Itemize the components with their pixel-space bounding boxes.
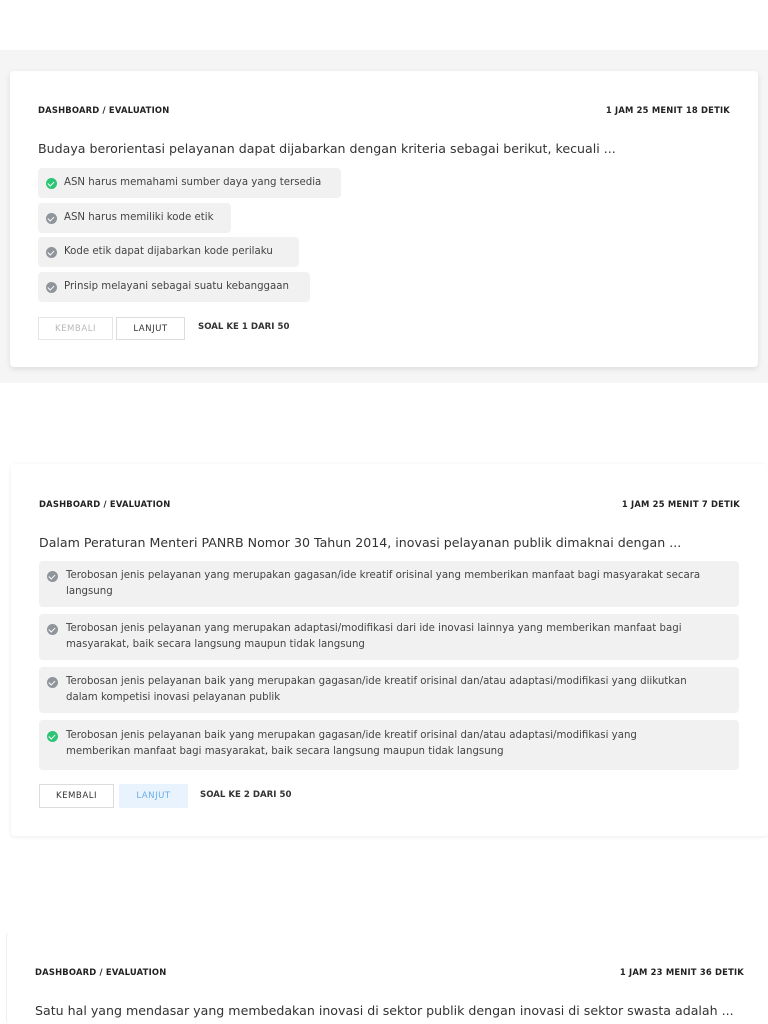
question-card-1 xyxy=(10,71,758,367)
card-header xyxy=(7,967,768,977)
countdown-timer: 1 JAM 25 MENIT 7 DETIK xyxy=(621,499,740,509)
answer-option-2[interactable] xyxy=(39,614,739,660)
answer-option-4[interactable] xyxy=(39,720,739,770)
answer-option-4[interactable] xyxy=(38,272,310,302)
option-text: ASN harus memahami sumber daya yang tersedia xyxy=(64,177,322,188)
answer-option-1[interactable] xyxy=(39,561,739,607)
breadcrumb[interactable]: DASHBOARD / EVALUATION xyxy=(39,499,171,509)
countdown-timer: 1 JAM 23 MENIT 36 DETIK xyxy=(619,967,744,977)
check-circle-icon xyxy=(47,731,58,742)
check-circle-icon xyxy=(46,247,57,258)
card-header xyxy=(11,499,768,509)
next-button[interactable]: LANJUT xyxy=(116,317,185,340)
check-circle-icon xyxy=(46,178,57,189)
back-button[interactable]: KEMBALI xyxy=(39,784,114,808)
card-header xyxy=(10,105,758,115)
question-text: Dalam Peraturan Menteri PANRB Nomor 30 Tahun 2014, inovasi pelayanan publik dimaknai dengan ... xyxy=(39,535,682,550)
breadcrumb[interactable]: DASHBOARD / EVALUATION xyxy=(38,105,170,115)
answer-option-3[interactable] xyxy=(39,667,739,713)
question-counter: SOAL KE 1 DARI 50 xyxy=(198,322,290,332)
answer-option-1[interactable] xyxy=(38,168,341,198)
check-circle-icon xyxy=(46,282,57,293)
question-text: Satu hal yang mendasar yang membedakan inovasi di sektor publik dengan inovasi di sektor swasta adalah ... xyxy=(35,1003,734,1018)
next-button[interactable]: LANJUT xyxy=(119,784,188,808)
breadcrumb[interactable]: DASHBOARD / EVALUATION xyxy=(35,967,167,977)
check-circle-icon xyxy=(47,624,58,635)
option-text: Kode etik dapat dijabarkan kode perilaku xyxy=(64,246,273,257)
option-text: Terobosan jenis pelayanan yang merupakan gagasan/ide kreatif orisinal yang memberikan manfaat bagi masyarakat secara langsung xyxy=(66,570,701,597)
option-text: Terobosan jenis pelayanan baik yang merupakan gagasan/ide kreatif orisinal dan/atau adaptasi/modifikasi yang diikutkan dalam kompetisi inovasi pelayanan publik xyxy=(66,676,687,703)
check-circle-icon xyxy=(47,571,58,582)
question-card-3 xyxy=(6,932,768,1024)
countdown-timer: 1 JAM 25 MENIT 18 DETIK xyxy=(605,105,730,115)
question-text: Budaya berorientasi pelayanan dapat dijabarkan dengan kriteria sebagai berikut, kecuali ... xyxy=(38,141,616,156)
option-text: ASN harus memiliki kode etik xyxy=(64,212,214,223)
answer-option-3[interactable] xyxy=(38,237,299,267)
back-button[interactable]: KEMBALI xyxy=(38,317,113,340)
option-text: Terobosan jenis pelayanan baik yang merupakan gagasan/ide kreatif orisinal dan/atau adaptasi/modifikasi yang memberikan manfaat bagi masyarakat, baik secara langsung maupun tidak langsung xyxy=(66,730,637,757)
check-circle-icon xyxy=(47,677,58,688)
check-circle-icon xyxy=(46,213,57,224)
question-card-2 xyxy=(11,464,768,836)
question-counter: SOAL KE 2 DARI 50 xyxy=(200,790,292,800)
answer-option-2[interactable] xyxy=(38,203,231,233)
option-text: Prinsip melayani sebagai suatu kebanggaan xyxy=(64,281,289,292)
option-text: Terobosan jenis pelayanan yang merupakan adaptasi/modifikasi dari ide inovasi lainnya yang memberikan manfaat bagi masyarakat, baik secara langsung maupun tidak langsung xyxy=(66,623,682,650)
